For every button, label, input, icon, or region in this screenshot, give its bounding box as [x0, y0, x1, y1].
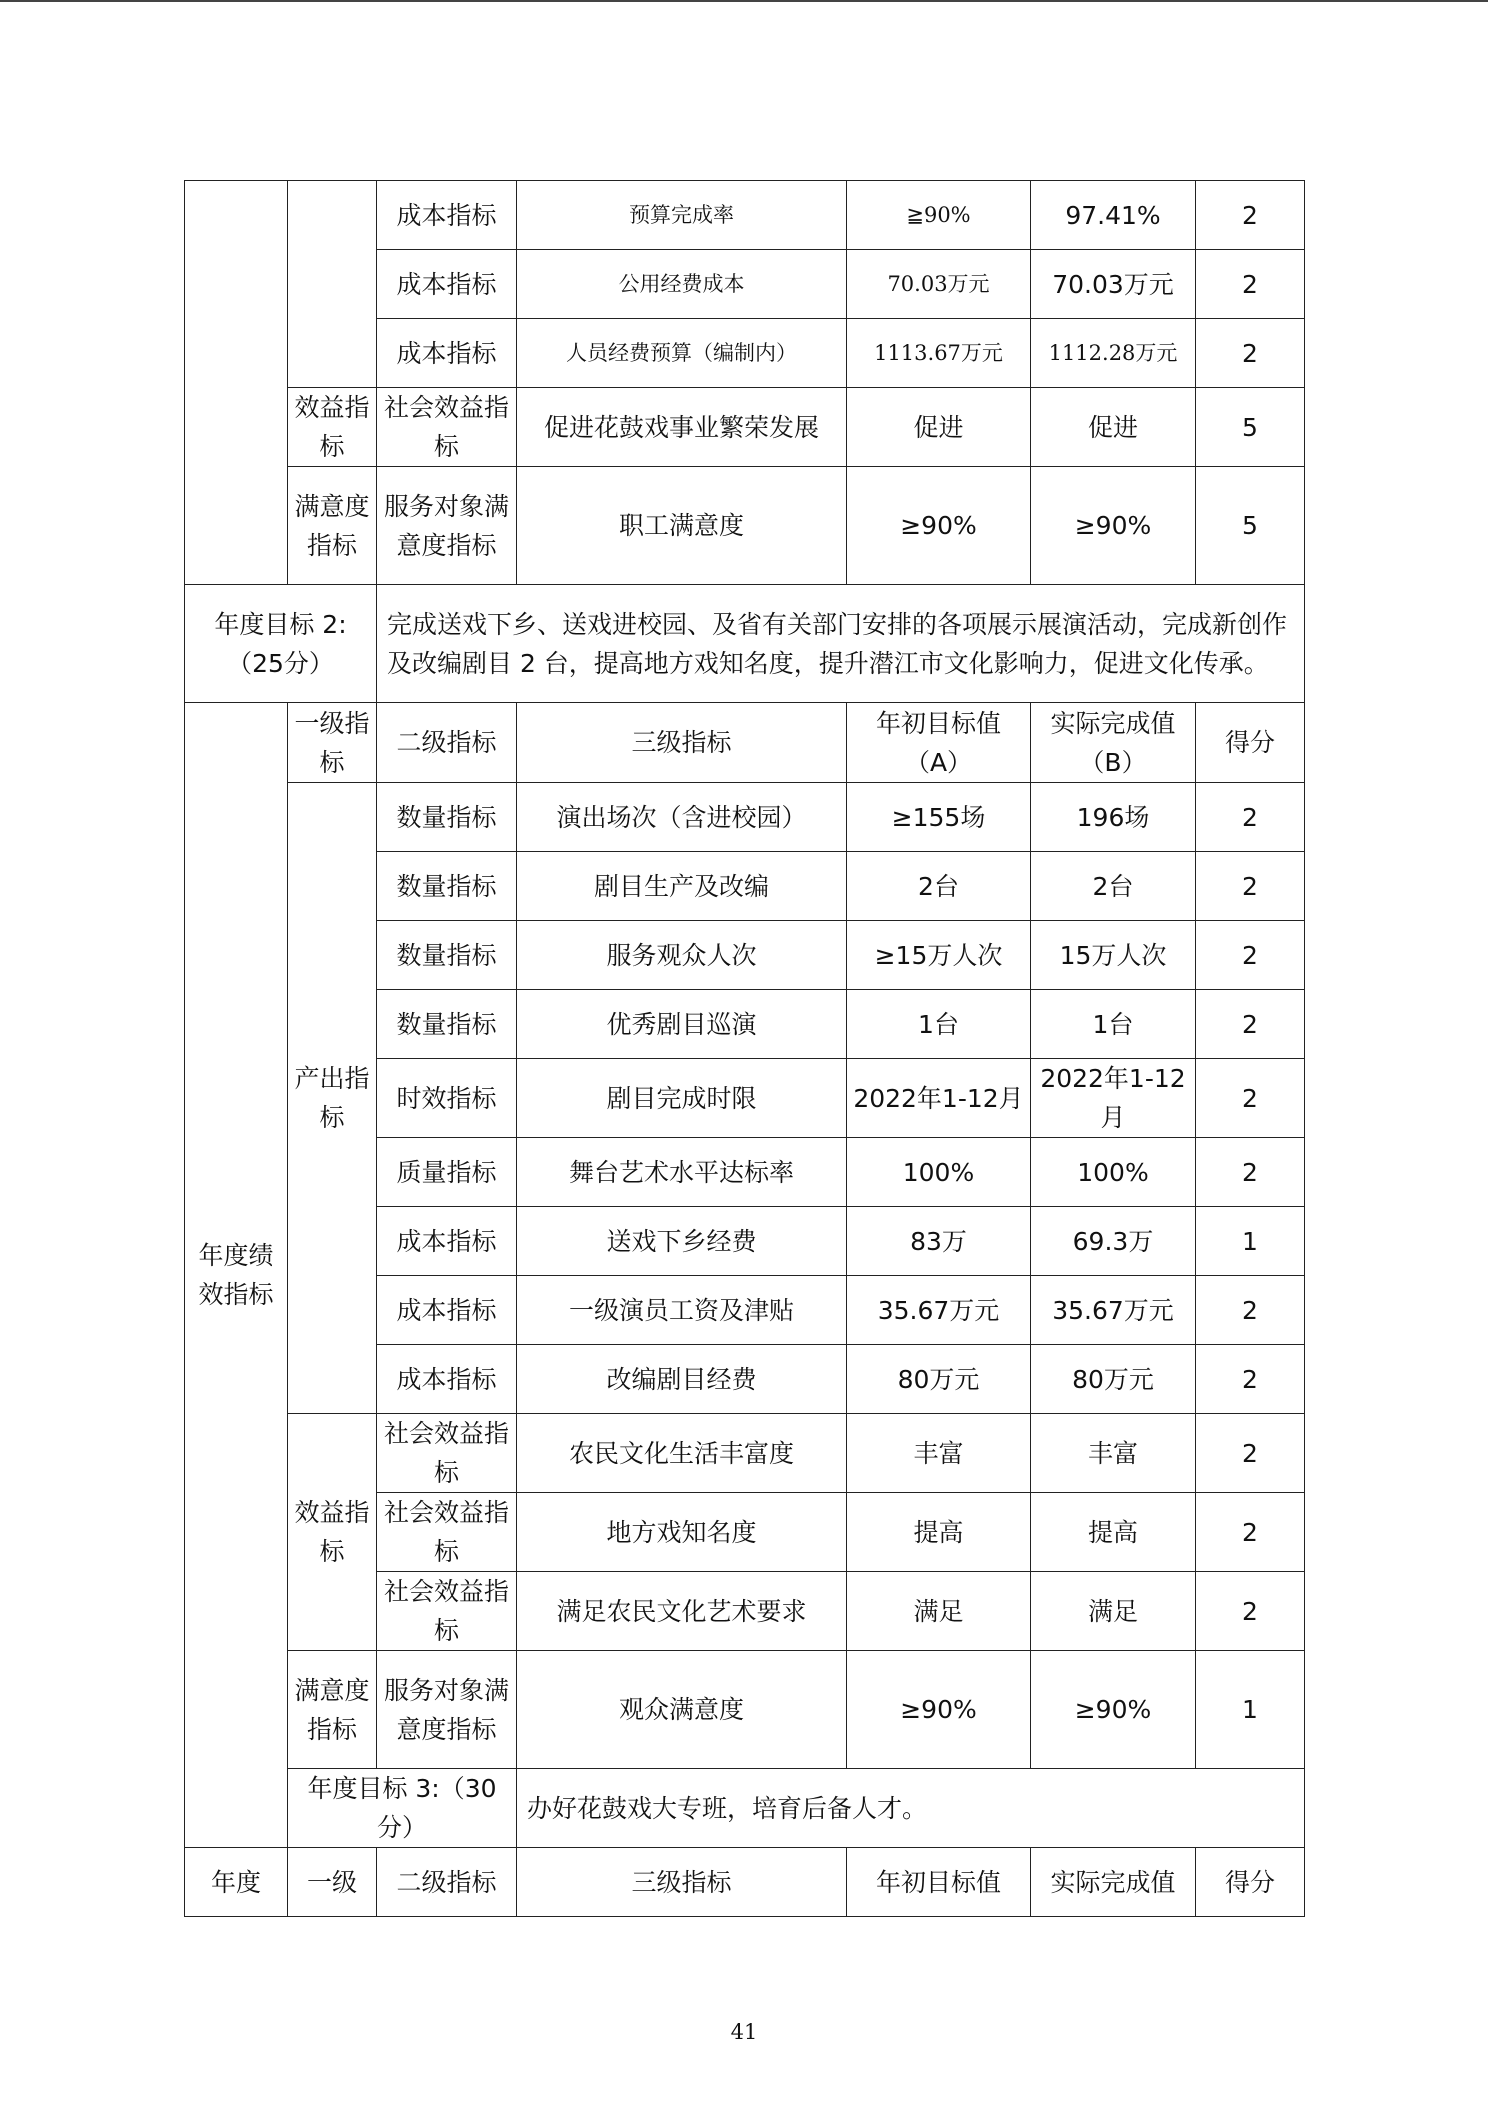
level3-cell: 送戏下乡经费 — [517, 1207, 847, 1276]
actual-cell: 促进 — [1031, 388, 1196, 467]
level2-cell: 成本指标 — [377, 250, 517, 319]
score-cell: 2 — [1196, 783, 1305, 852]
table-row — [185, 1414, 1305, 1493]
level1-cell: 满意度指标 — [288, 467, 377, 585]
level1-cell: 效益指标 — [288, 388, 377, 467]
target-cell: 1台 — [847, 990, 1031, 1059]
header-level2: 二级指标 — [377, 703, 517, 783]
target-cell: 满足 — [847, 1572, 1031, 1651]
level2-cell: 社会效益指标 — [377, 1572, 517, 1651]
actual-cell: ≥90% — [1031, 467, 1196, 585]
level2-cell: 社会效益指标 — [377, 1414, 517, 1493]
level1-cell: 满意度指标 — [288, 1651, 377, 1769]
level2-cell: 时效指标 — [377, 1059, 517, 1138]
table-row — [185, 467, 1305, 585]
header-score: 得分 — [1196, 1848, 1305, 1917]
target-cell: 83万 — [847, 1207, 1031, 1276]
header-level1: 一级指标 — [288, 703, 377, 783]
goal-row — [185, 1769, 1305, 1848]
header-row — [185, 1848, 1305, 1917]
level2-cell: 质量指标 — [377, 1138, 517, 1207]
level2-cell: 成本指标 — [377, 1345, 517, 1414]
goal-label: 年度目标 3:（30分） — [288, 1769, 517, 1848]
goal-description: 办好花鼓戏大专班，培育后备人才。 — [517, 1769, 1305, 1848]
level1-cell: 效益指标 — [288, 1414, 377, 1651]
target-cell: ≥15万人次 — [847, 921, 1031, 990]
actual-cell: 100% — [1031, 1138, 1196, 1207]
score-cell: 5 — [1196, 467, 1305, 585]
score-cell: 2 — [1196, 181, 1305, 250]
target-cell: 70.03万元 — [847, 250, 1031, 319]
level2-cell: 数量指标 — [377, 783, 517, 852]
level3-cell: 剧目生产及改编 — [517, 852, 847, 921]
table-row — [185, 181, 1305, 250]
level1-cell — [288, 181, 377, 388]
target-cell: ≥90% — [847, 1651, 1031, 1769]
level3-cell: 舞台艺术水平达标率 — [517, 1138, 847, 1207]
target-cell: ≥155场 — [847, 783, 1031, 852]
level2-cell: 社会效益指标 — [377, 1493, 517, 1572]
level2-cell: 社会效益指标 — [377, 388, 517, 467]
header-row — [185, 703, 1305, 783]
target-cell: 2台 — [847, 852, 1031, 921]
target-cell: 2022年1-12月 — [847, 1059, 1031, 1138]
level2-cell: 数量指标 — [377, 921, 517, 990]
level3-cell: 职工满意度 — [517, 467, 847, 585]
page-number: 41 — [730, 2020, 758, 2044]
score-cell: 2 — [1196, 1493, 1305, 1572]
level3-cell: 公用经费成本 — [517, 250, 847, 319]
header-annual: 年度 — [185, 1848, 288, 1917]
level3-cell: 改编剧目经费 — [517, 1345, 847, 1414]
actual-cell: 70.03万元 — [1031, 250, 1196, 319]
target-cell: ≥90% — [847, 467, 1031, 585]
level3-cell: 地方戏知名度 — [517, 1493, 847, 1572]
level2-cell: 服务对象满意度指标 — [377, 1651, 517, 1769]
target-cell: 80万元 — [847, 1345, 1031, 1414]
level3-cell: 促进花鼓戏事业繁荣发展 — [517, 388, 847, 467]
table-row — [185, 388, 1305, 467]
level3-cell: 优秀剧目巡演 — [517, 990, 847, 1059]
level2-cell: 成本指标 — [377, 1207, 517, 1276]
header-target: 年初目标值（A） — [847, 703, 1031, 783]
level1-cell: 产出指标 — [288, 783, 377, 1414]
header-score: 得分 — [1196, 703, 1305, 783]
goal-row — [185, 585, 1305, 703]
score-cell: 2 — [1196, 990, 1305, 1059]
level3-cell: 人员经费预算（编制内） — [517, 319, 847, 388]
score-cell: 1 — [1196, 1207, 1305, 1276]
score-cell: 2 — [1196, 1345, 1305, 1414]
table-row — [185, 1651, 1305, 1769]
target-cell: 1113.67万元 — [847, 319, 1031, 388]
level2-cell: 数量指标 — [377, 852, 517, 921]
goal-label: 年度目标 2:（25分） — [185, 585, 377, 703]
actual-cell: 97.41% — [1031, 181, 1196, 250]
actual-cell: 满足 — [1031, 1572, 1196, 1651]
actual-cell: 1112.28万元 — [1031, 319, 1196, 388]
actual-cell: 2022年1-12月 — [1031, 1059, 1196, 1138]
annual-indicator-cell — [185, 181, 288, 585]
score-cell: 2 — [1196, 1414, 1305, 1493]
annual-indicator-cell: 年度绩效指标 — [185, 703, 288, 1848]
header-actual: 实际完成值（B） — [1031, 703, 1196, 783]
score-cell: 2 — [1196, 1572, 1305, 1651]
table-row — [185, 783, 1305, 852]
level3-cell: 预算完成率 — [517, 181, 847, 250]
score-cell: 2 — [1196, 921, 1305, 990]
actual-cell: 2台 — [1031, 852, 1196, 921]
target-cell: 100% — [847, 1138, 1031, 1207]
goal-description: 完成送戏下乡、送戏进校园、及省有关部门安排的各项展示展演活动，完成新创作及改编剧目 2 台，提高地方戏知名度，提升潜江市文化影响力，促进文化传承。 — [377, 585, 1305, 703]
actual-cell: ≥90% — [1031, 1651, 1196, 1769]
level3-cell: 剧目完成时限 — [517, 1059, 847, 1138]
level3-cell: 满足农民文化艺术要求 — [517, 1572, 847, 1651]
level2-cell: 成本指标 — [377, 319, 517, 388]
header-actual: 实际完成值 — [1031, 1848, 1196, 1917]
score-cell: 2 — [1196, 1276, 1305, 1345]
score-cell: 2 — [1196, 250, 1305, 319]
level3-cell: 演出场次（含进校园） — [517, 783, 847, 852]
actual-cell: 1台 — [1031, 990, 1196, 1059]
actual-cell: 15万人次 — [1031, 921, 1196, 990]
level2-cell: 服务对象满意度指标 — [377, 467, 517, 585]
header-level3: 三级指标 — [517, 703, 847, 783]
level2-cell: 成本指标 — [377, 1276, 517, 1345]
actual-cell: 35.67万元 — [1031, 1276, 1196, 1345]
score-cell: 2 — [1196, 319, 1305, 388]
score-cell: 1 — [1196, 1651, 1305, 1769]
score-cell: 2 — [1196, 1059, 1305, 1138]
header-level2: 二级指标 — [377, 1848, 517, 1917]
header-level1: 一级 — [288, 1848, 377, 1917]
level3-cell: 农民文化生活丰富度 — [517, 1414, 847, 1493]
level2-cell: 数量指标 — [377, 990, 517, 1059]
target-cell: 提高 — [847, 1493, 1031, 1572]
score-cell: 2 — [1196, 1138, 1305, 1207]
actual-cell: 69.3万 — [1031, 1207, 1196, 1276]
score-cell: 2 — [1196, 852, 1305, 921]
level3-cell: 观众满意度 — [517, 1651, 847, 1769]
level3-cell: 服务观众人次 — [517, 921, 847, 990]
target-cell: 35.67万元 — [847, 1276, 1031, 1345]
target-cell: ≧90% — [847, 181, 1031, 250]
actual-cell: 80万元 — [1031, 1345, 1196, 1414]
level2-cell: 成本指标 — [377, 181, 517, 250]
target-cell: 促进 — [847, 388, 1031, 467]
score-cell: 5 — [1196, 388, 1305, 467]
target-cell: 丰富 — [847, 1414, 1031, 1493]
actual-cell: 丰富 — [1031, 1414, 1196, 1493]
level3-cell: 一级演员工资及津贴 — [517, 1276, 847, 1345]
actual-cell: 提高 — [1031, 1493, 1196, 1572]
performance-table — [184, 180, 1305, 1917]
header-level3: 三级指标 — [517, 1848, 847, 1917]
actual-cell: 196场 — [1031, 783, 1196, 852]
header-target: 年初目标值 — [847, 1848, 1031, 1917]
page-top-border — [0, 0, 1488, 2]
